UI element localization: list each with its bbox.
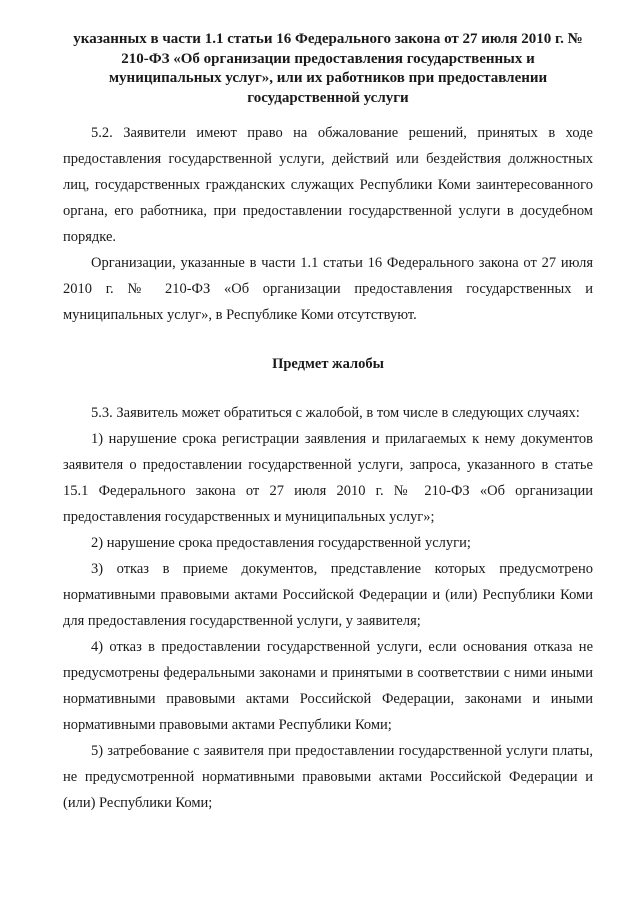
section-title-complaint-subject: Предмет жалобы [272,356,384,372]
document-heading: указанных в части 1.1 статьи 16 Федерального закона от 27 июля 2010 г. № 210-ФЗ «Об организации предоставления государственных и муниципальных услуг», или их работников при предоставлении государственной услуги [73,31,583,106]
list-item-5: 5) затребование с заявителя при предоставлении государственной услуги платы, не предусмотренной нормативными правовыми актами Российской Федерации и (или) Республики Коми; [63,743,593,811]
paragraph-5-3: 5.3. Заявитель может обратиться с жалобой, в том числе в следующих случаях: [91,405,580,421]
document-page [63,30,593,816]
list-item-2: 2) нарушение срока предоставления государственной услуги; [91,535,471,551]
list-item-1: 1) нарушение срока регистрации заявления и прилагаемых к нему документов заявителя о предоставлении государственной услуги, запроса, указанного в статье 15.1 Федерального закона от 27 июля 2010 г. № 210-ФЗ «Об организации предоставления государственных и муниципальных услуг»; [63,431,593,525]
paragraph-organizations: Организации, указанные в части 1.1 статьи 16 Федерального закона от 27 июля 2010 г. № 210-ФЗ «Об организации предоставления государственных и муниципальных услуг», в Республике Коми отсутствуют. [63,255,593,323]
list-item-3: 3) отказ в приеме документов, представление которых предусмотрено нормативными правовыми актами Российской Федерации и (или) Республики Коми для предоставления государственной услуги, у заявителя; [63,561,593,629]
section-5-3 [63,400,593,816]
list-item-4: 4) отказ в предоставлении государственной услуги, если основания отказа не предусмотрены федеральными законами и принятыми в соответствии с ними иными нормативными правовыми актами Российской Федерации, законами и иными нормативными правовыми актами Республики Коми; [63,639,593,733]
section-5-2 [63,120,593,328]
paragraph-5-2: 5.2. Заявители имеют право на обжалование решений, принятых в ходе предоставления государственной услуги, действий или бездействия должностных лиц, государственных гражданских служащих Республики Коми заинтересованного органа, его работника, при предоставлении государственной услуги в досудебном порядке. [63,125,593,245]
